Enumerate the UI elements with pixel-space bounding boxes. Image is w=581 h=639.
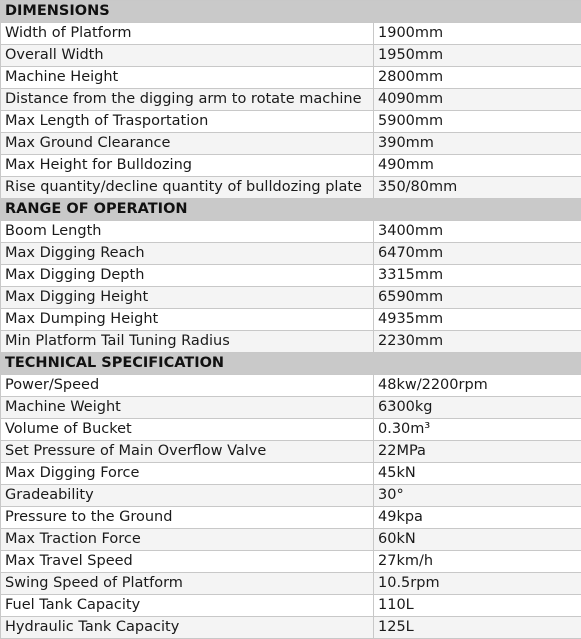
- table-row: [1, 397, 581, 419]
- section-title: RANGE OF OPERATION: [1, 199, 581, 221]
- spec-value: 6470mm: [374, 243, 581, 265]
- spec-value: 3315mm: [374, 265, 581, 287]
- spec-value: 490mm: [374, 155, 581, 177]
- table-row: [1, 375, 581, 397]
- table-row: [1, 45, 581, 67]
- table-row: [1, 67, 581, 89]
- spec-label: Machine Weight: [1, 397, 374, 419]
- spec-label: Set Pressure of Main Overflow Valve: [1, 441, 374, 463]
- table-row: [1, 573, 581, 595]
- spec-label: Swing Speed of Platform: [1, 573, 374, 595]
- spec-value: 6300kg: [374, 397, 581, 419]
- table-row: [1, 551, 581, 573]
- spec-value: 45kN: [374, 463, 581, 485]
- table-row: [1, 155, 581, 177]
- spec-label: Volume of Bucket: [1, 419, 374, 441]
- spec-label: Boom Length: [1, 221, 374, 243]
- section-title: DIMENSIONS: [1, 1, 581, 23]
- spec-value: 49kpa: [374, 507, 581, 529]
- spec-label: Min Platform Tail Tuning Radius: [1, 331, 374, 353]
- table-row: [1, 23, 581, 45]
- table-row: [1, 507, 581, 529]
- table-row: [1, 419, 581, 441]
- section-header-row: [1, 199, 581, 221]
- table-row: [1, 221, 581, 243]
- spec-label: Max Height for Bulldozing: [1, 155, 374, 177]
- spec-value: 48kw/2200rpm: [374, 375, 581, 397]
- spec-label: Pressure to the Ground: [1, 507, 374, 529]
- table-row: [1, 177, 581, 199]
- spec-label: Distance from the digging arm to rotate machine: [1, 89, 374, 111]
- table-row: [1, 485, 581, 507]
- spec-value: 27km/h: [374, 551, 581, 573]
- spec-label: Overall Width: [1, 45, 374, 67]
- spec-label: Max Dumping Height: [1, 309, 374, 331]
- spec-value: 110L: [374, 595, 581, 617]
- table-row: [1, 133, 581, 155]
- spec-value: 4090mm: [374, 89, 581, 111]
- table-row: [1, 309, 581, 331]
- spec-value: 1900mm: [374, 23, 581, 45]
- spec-label: Max Digging Depth: [1, 265, 374, 287]
- table-row: [1, 331, 581, 353]
- spec-label: Machine Height: [1, 67, 374, 89]
- spec-value: 2800mm: [374, 67, 581, 89]
- spec-label: Fuel Tank Capacity: [1, 595, 374, 617]
- spec-value: 2230mm: [374, 331, 581, 353]
- spec-value: 6590mm: [374, 287, 581, 309]
- table-row: [1, 617, 581, 639]
- spec-label: Max Digging Reach: [1, 243, 374, 265]
- spec-label: Width of Platform: [1, 23, 374, 45]
- table-row: [1, 463, 581, 485]
- spec-value: 4935mm: [374, 309, 581, 331]
- spec-label: Max Ground Clearance: [1, 133, 374, 155]
- spec-value: 3400mm: [374, 221, 581, 243]
- spec-label: Max Travel Speed: [1, 551, 374, 573]
- spec-value: 350/80mm: [374, 177, 581, 199]
- spec-label: Gradeability: [1, 485, 374, 507]
- spec-value: 1950mm: [374, 45, 581, 67]
- spec-label: Rise quantity/decline quantity of bulldozing plate: [1, 177, 374, 199]
- table-row: [1, 111, 581, 133]
- table-row: [1, 441, 581, 463]
- spec-value: 22MPa: [374, 441, 581, 463]
- spec-label: Power/Speed: [1, 375, 374, 397]
- table-row: [1, 89, 581, 111]
- table-row: [1, 529, 581, 551]
- spec-table-body: [1, 1, 581, 639]
- spec-value: 60kN: [374, 529, 581, 551]
- table-row: [1, 287, 581, 309]
- table-row: [1, 265, 581, 287]
- spec-value: 0.30m³: [374, 419, 581, 441]
- spec-value: 390mm: [374, 133, 581, 155]
- section-title: TECHNICAL SPECIFICATION: [1, 353, 581, 375]
- table-row: [1, 243, 581, 265]
- spec-label: Max Digging Height: [1, 287, 374, 309]
- spec-label: Max Traction Force: [1, 529, 374, 551]
- spec-label: Max Digging Force: [1, 463, 374, 485]
- spec-value: 10.5rpm: [374, 573, 581, 595]
- spec-value: 5900mm: [374, 111, 581, 133]
- spec-label: Max Length of Trasportation: [1, 111, 374, 133]
- spec-label: Hydraulic Tank Capacity: [1, 617, 374, 639]
- spec-value: 125L: [374, 617, 581, 639]
- spec-value: 30°: [374, 485, 581, 507]
- table-row: [1, 595, 581, 617]
- section-header-row: [1, 1, 581, 23]
- section-header-row: [1, 353, 581, 375]
